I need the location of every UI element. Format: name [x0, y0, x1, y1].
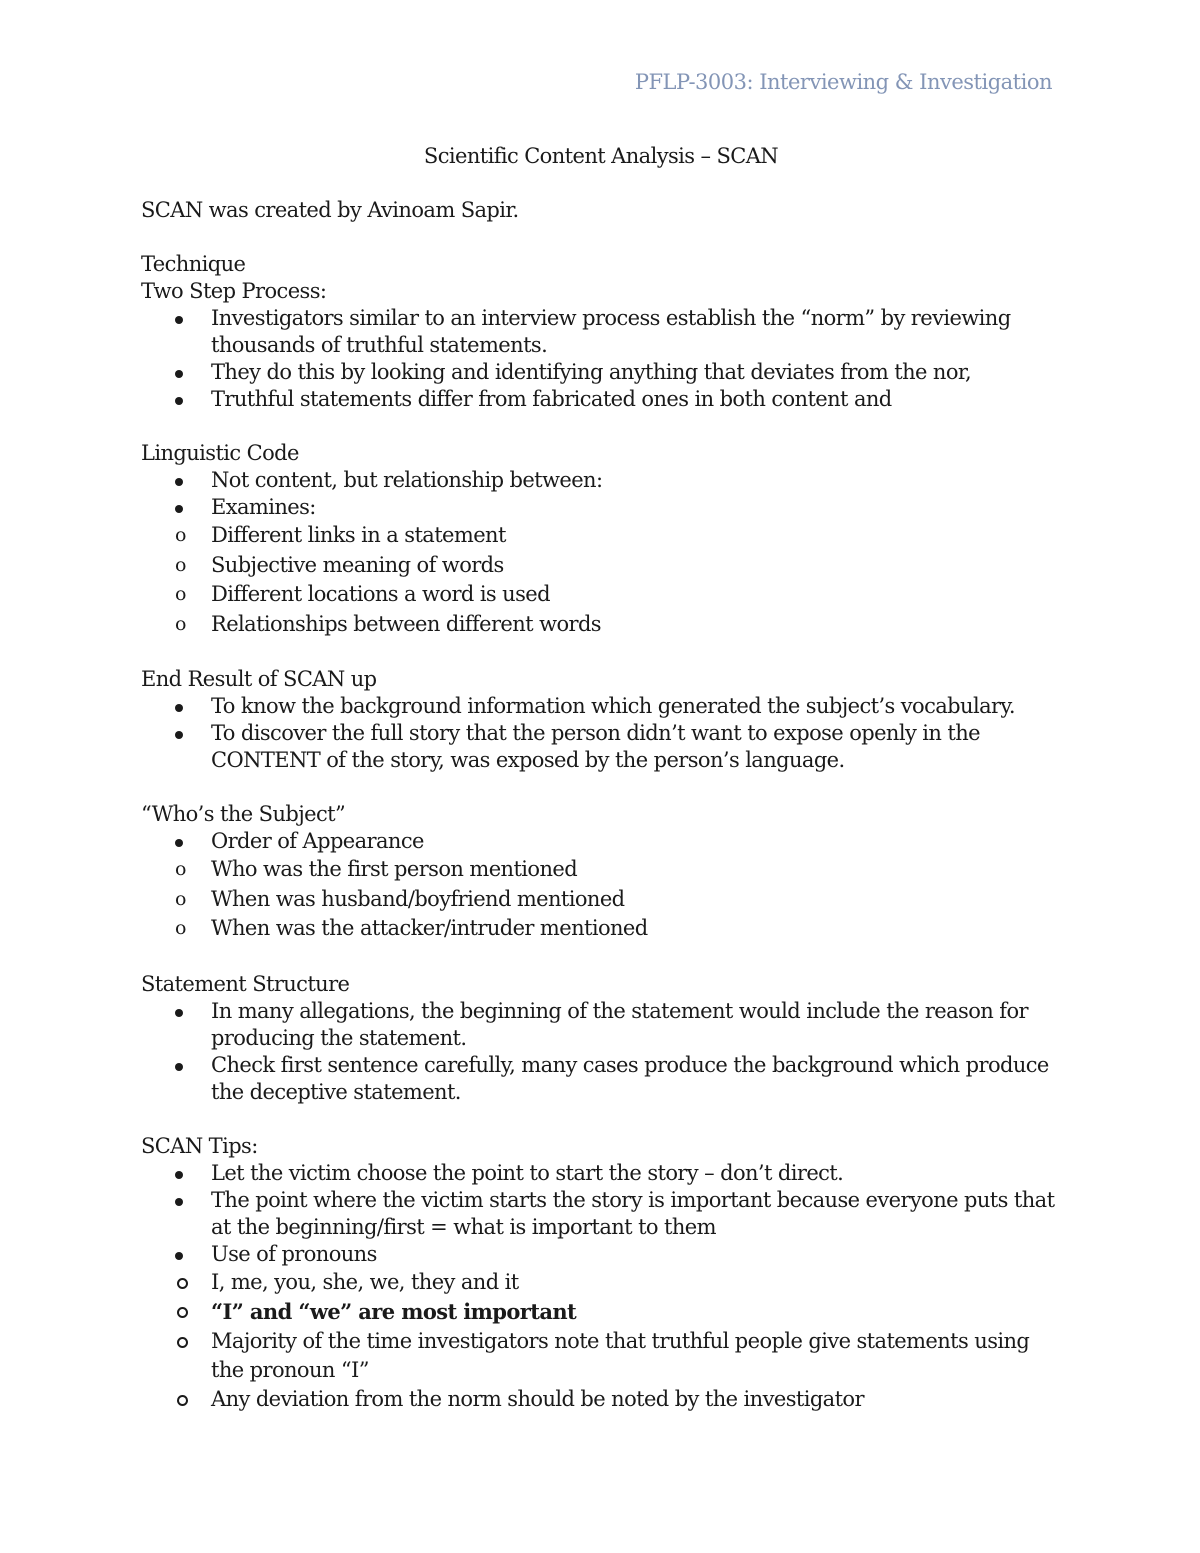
bullet-icon — [175, 731, 183, 739]
bullet-icon — [175, 839, 183, 847]
section-heading-technique: Technique — [141, 252, 246, 276]
intro-line: SCAN was created by Avinoam Sapir. — [141, 198, 519, 222]
sub-list-item: “I” and “we” are most important — [141, 1297, 1061, 1327]
section-heading-structure: Statement Structure — [141, 971, 350, 996]
course-header: PFLP-3003: Interviewing & Investigation — [634, 70, 1052, 94]
list-item: They do this by looking and identifying anything that deviates from the nor, — [141, 359, 1061, 386]
bold-circle-bullet-icon — [177, 1307, 188, 1318]
bullet-icon — [175, 478, 183, 486]
circle-bullet-icon: o — [175, 917, 186, 939]
document-title: Scientific Content Analysis – SCAN — [423, 144, 779, 168]
list-item: To discover the full story that the person didn’t want to expose openly in the CONTENT of the story, was exposed by the person’s language. — [141, 720, 1061, 774]
subject-list — [141, 828, 1061, 855]
bullet-icon — [175, 1252, 183, 1260]
document-body — [141, 142, 1061, 1414]
circle-bullet-icon: o — [175, 583, 186, 605]
tips-sublist — [141, 1268, 1061, 1414]
list-item: Not content, but relationship between: — [141, 467, 1061, 494]
end-result-list — [141, 693, 1061, 774]
sub-list-item: I, me, you, she, we, they and it — [141, 1268, 1061, 1297]
list-item: To know the background information which generated the subject’s vocabulary. — [141, 693, 1061, 720]
bullet-icon — [175, 316, 183, 324]
list-item: In many allegations, the beginning of the statement would include the reason for producing the statement. — [141, 998, 1061, 1052]
list-item: The point where the victim starts the story is important because everyone puts that at the beginning/first = what is important to them — [141, 1187, 1061, 1241]
circle-bullet-icon: o — [175, 887, 186, 910]
section-heading-linguistic: Linguistic Code — [141, 441, 299, 465]
section-heading-end-result: End Result of SCAN up — [141, 667, 377, 691]
list-item: Use of pronouns — [141, 1241, 1061, 1268]
sub-list-item: o Relationships between different words — [141, 610, 1061, 640]
circle-bullet-icon: o — [175, 858, 186, 880]
circle-bullet-icon: o — [175, 524, 186, 546]
bold-circle-bullet-icon — [177, 1337, 188, 1348]
list-item: Truthful statements differ from fabricated ones in both content and — [141, 386, 1061, 413]
bold-circle-bullet-icon — [177, 1278, 188, 1289]
section-heading-subject: “Who’s the Subject” — [141, 802, 346, 826]
bullet-icon — [175, 1063, 183, 1071]
sub-list-item: o When was the attacker/intruder mentioned — [141, 914, 1061, 944]
sub-list-item: o Different locations a word is used — [141, 580, 1061, 610]
list-item: Let the victim choose the point to start the story – don’t direct. — [141, 1160, 1061, 1187]
structure-list — [141, 998, 1061, 1106]
sub-list-item: Majority of the time investigators note that truthful people give statements using the pronoun “I” — [141, 1327, 1061, 1385]
section-subheading-two-step: Two Step Process: — [141, 279, 327, 303]
bullet-icon — [175, 704, 183, 712]
bullet-icon — [175, 1171, 183, 1179]
sub-list-item: Any deviation from the norm should be noted by the investigator — [141, 1385, 1061, 1414]
sub-list-item: o Different links in a statement — [141, 521, 1061, 551]
linguistic-list — [141, 467, 1061, 521]
list-item: Order of Appearance — [141, 828, 1061, 855]
bullet-icon — [175, 397, 183, 405]
tips-list — [141, 1160, 1061, 1268]
subject-sublist — [141, 855, 1061, 944]
sub-list-item: o Who was the first person mentioned — [141, 855, 1061, 885]
bullet-icon — [175, 505, 183, 513]
bullet-icon — [175, 1198, 183, 1206]
list-item: Examines: — [141, 494, 1061, 521]
list-item: Check first sentence carefully, many cases produce the background which produce the deceptive statement. — [141, 1052, 1061, 1106]
sub-list-item: o Subjective meaning of words — [141, 551, 1061, 581]
section-heading-tips: SCAN Tips: — [141, 1133, 258, 1158]
bold-circle-bullet-icon — [177, 1395, 188, 1406]
bullet-icon — [175, 1009, 183, 1017]
bullet-icon — [175, 370, 183, 378]
technique-list — [141, 305, 1061, 413]
circle-bullet-icon: o — [175, 553, 186, 576]
list-item: Investigators similar to an interview process establish the “norm” by reviewing thousands of truthful statements. — [141, 305, 1061, 359]
sub-list-item: o When was husband/boyfriend mentioned — [141, 885, 1061, 915]
circle-bullet-icon: o — [175, 612, 186, 635]
linguistic-sublist — [141, 521, 1061, 639]
